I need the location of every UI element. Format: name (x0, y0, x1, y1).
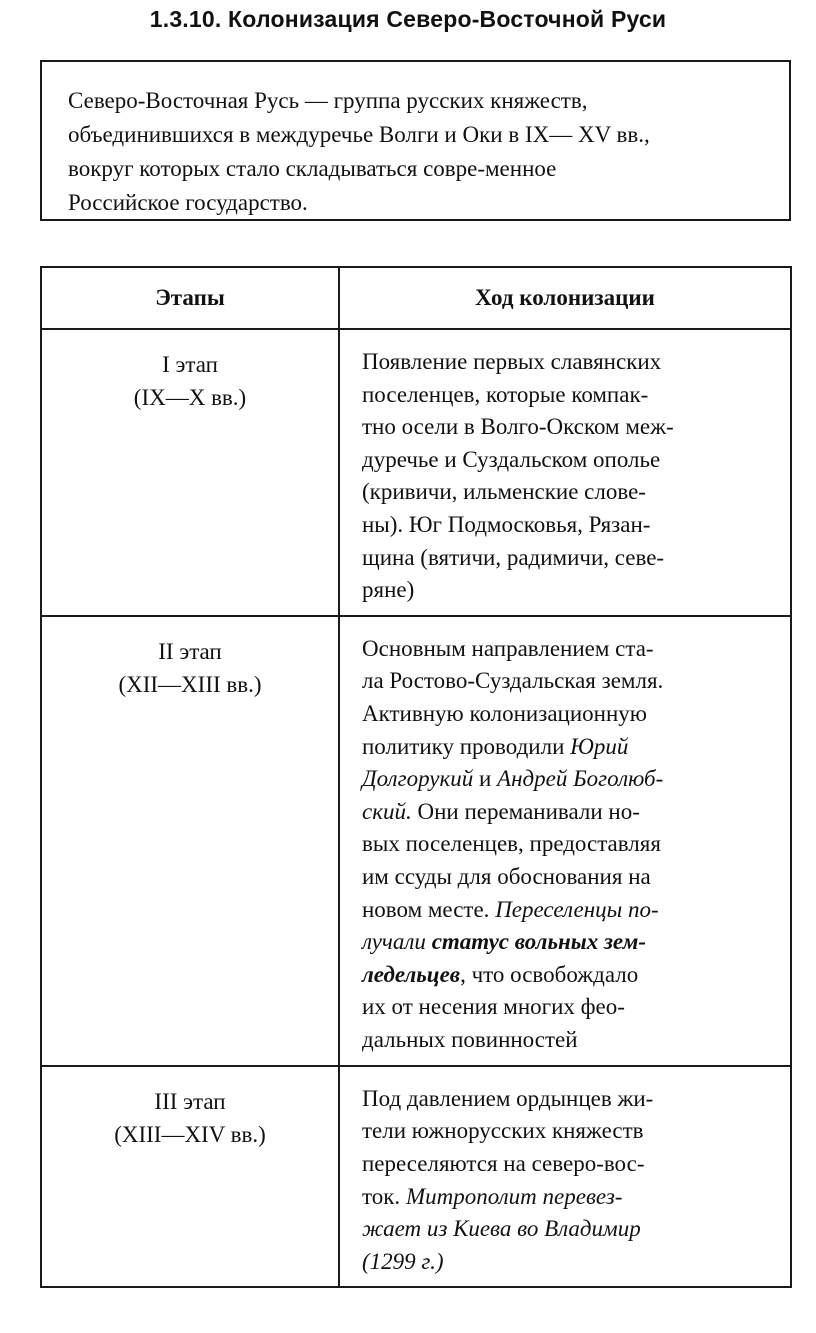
stage-period: (XII—XIII вв.) (118, 671, 262, 697)
text-run: Основным направлением ста- (362, 635, 654, 661)
table-row (41, 329, 791, 616)
description-line (362, 346, 772, 379)
table-header-row (41, 267, 791, 329)
text-run: , что освобождало (460, 961, 639, 987)
description-line (362, 1246, 772, 1279)
description-line (362, 763, 772, 796)
text-run: тели южнорусских княжеств (362, 1118, 644, 1144)
stage-period: (IX—X вв.) (133, 385, 247, 410)
description-line (362, 1181, 772, 1214)
description-line (362, 926, 772, 959)
italic-text: Андрей Боголюб- (497, 766, 664, 792)
table-row (41, 616, 791, 1066)
italic-text: Переселенцы по- (495, 896, 659, 922)
description-line (362, 411, 772, 444)
stage-label: II этап (158, 638, 222, 664)
description-line (362, 698, 772, 731)
text-run: тно осели в Волго-Окском меж- (362, 414, 674, 440)
stage-cell (41, 1066, 339, 1288)
italic-text: Юрий (570, 733, 629, 759)
text-run: Активную колонизационную (362, 700, 647, 726)
stage-cell (41, 616, 339, 1066)
bold-italic-text: статус вольных зем- (431, 929, 646, 955)
description-line (362, 796, 772, 829)
definition-line: Северо-Восточная Русь — группа русских княжеств, (68, 88, 588, 113)
text-run: щина (вятичи, радимичи, севе- (362, 544, 665, 570)
text-run: ток. (362, 1183, 406, 1209)
text-run: (кривичи, ильменские слове- (362, 479, 646, 505)
text-run: им ссуды для обоснования на (362, 863, 651, 889)
italic-text: жает из Киева во Владимир (362, 1216, 641, 1242)
description-line (362, 828, 772, 861)
definition-box (40, 60, 791, 221)
text-run: новом месте. (362, 896, 496, 922)
text-run: вых поселенцев, предоставляя (362, 831, 661, 857)
text-run: ны). Юг Подмосковья, Рязан- (362, 511, 651, 537)
description-line (362, 861, 772, 894)
description-line (362, 444, 772, 477)
bold-italic-text: ледельцев (362, 961, 461, 987)
text-run: дальных повинностей (362, 1026, 578, 1052)
definition-line: объединившихся в междуречье Волги и Оки в IX— XV вв., (68, 122, 650, 147)
stage-cell (41, 329, 339, 616)
italic-text: Митрополит перевез- (405, 1183, 623, 1209)
stage-period: (XIII—XIV вв.) (114, 1121, 266, 1147)
description-line (362, 574, 772, 607)
description-line (362, 1213, 772, 1246)
description-line (362, 476, 772, 509)
text-run: Они переманивали но- (411, 798, 640, 824)
description-cell (339, 616, 791, 1066)
italic-text: лучали (362, 929, 432, 955)
definition-line: вокруг которых стало складываться совре-менное (68, 156, 557, 181)
description-line (362, 633, 772, 666)
description-line (362, 894, 772, 927)
definition-line: Российское государство. (68, 190, 308, 215)
stage-label: I этап (162, 352, 218, 377)
text-run: переселяются на северо-вос- (362, 1150, 645, 1176)
description-cell (339, 1066, 791, 1288)
description-line (362, 665, 772, 698)
header-stages: Этапы (41, 267, 339, 329)
description-cell (339, 329, 791, 616)
text-run: Появление первых славянских (362, 349, 662, 374)
description-line (362, 1115, 772, 1148)
colonization-stages-table (40, 266, 792, 1288)
stage-label: III этап (154, 1088, 226, 1114)
header-course: Ход колонизации (339, 267, 791, 329)
italic-text: (1299 г.) (362, 1248, 444, 1274)
description-line (362, 959, 772, 992)
text-run: поселенцев, которые компак- (362, 381, 649, 407)
description-line (362, 731, 772, 764)
text-run: ла Ростово-Суздальская земля. (362, 668, 664, 694)
table-row (41, 1066, 791, 1288)
description-line (362, 379, 772, 412)
italic-text: Долгорукий (362, 766, 474, 792)
description-line (362, 1024, 772, 1057)
page-title: 1.3.10. Колонизация Северо-Восточной Руси (149, 6, 667, 32)
text-run: Под давлением ордынцев жи- (362, 1085, 654, 1111)
text-run: их от несения многих фео- (362, 994, 625, 1020)
italic-text: ский. (362, 798, 412, 824)
description-line (362, 1083, 772, 1116)
text-run: политику проводили (362, 733, 571, 759)
text-run: ряне) (362, 577, 415, 603)
description-line (362, 509, 772, 542)
description-line (362, 991, 772, 1024)
description-line (362, 542, 772, 575)
description-line (362, 1148, 772, 1181)
text-run: и (473, 766, 498, 792)
text-run: дуречье и Суздальском ополье (362, 446, 661, 472)
